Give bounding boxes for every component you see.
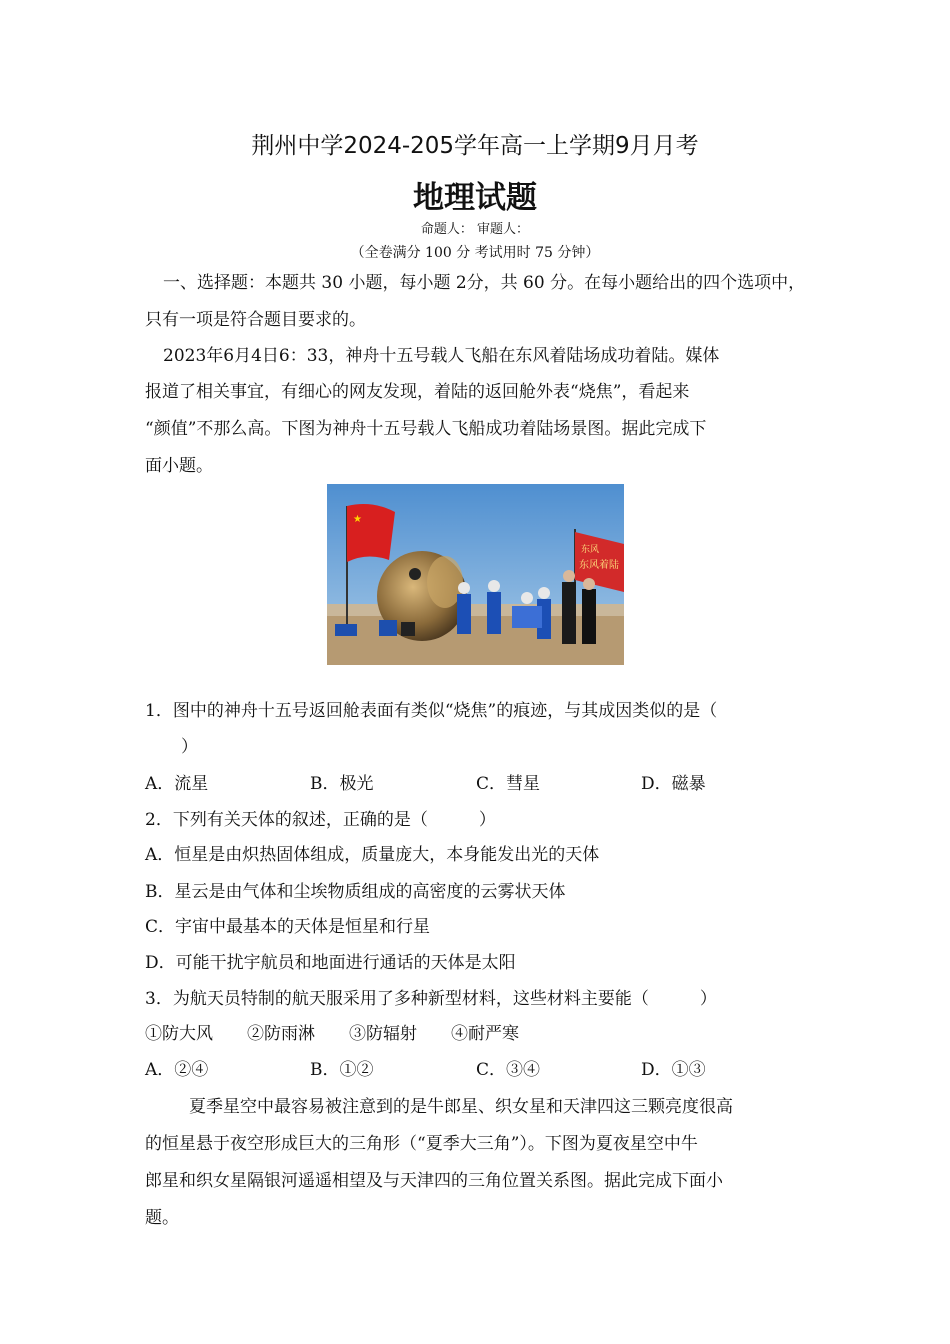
passage1-line2: 报道了相关事宜，有细心的网友发现，着陆的返回舱外表“烧焦”，看起来: [145, 382, 690, 402]
passage1-line4: 面小题。: [145, 456, 213, 476]
passage1-line1: 2023年6月4日6：33，神舟十五号载人飞船在东风着陆场成功着陆。媒体: [163, 346, 720, 366]
question-2-option-a: A．恒星是由炽热固体组成，质量庞大，本身能发出光的天体: [145, 845, 600, 865]
subject-title: 地理试题: [413, 180, 537, 216]
passage2-line2: 的恒星悬于夜空形成巨大的三角形（“夏季大三角”）。下图为夏夜星空中牛: [145, 1134, 698, 1154]
question-1-option-b: B．极光: [310, 774, 374, 794]
question-3-option-c: C．③④: [476, 1060, 541, 1080]
banner-text-bottom: 东风着陆: [579, 560, 619, 571]
exam-note: （全卷满分 100 分 考试用时 75 分钟）: [350, 245, 600, 261]
question-2-stem: 2．下列有关天体的叙述，正确的是（ ）: [145, 810, 496, 830]
banner-text-top: 东风: [581, 545, 600, 555]
section-instruction-line1: 一、选择题：本题共 30 小题，每小题 2分，共 60 分。在每小题给出的四个选项中，: [163, 273, 806, 293]
question-1-option-d: D．磁暴: [641, 774, 706, 794]
passage2-line3: 郎星和织女星隔银河遥遥相望及与天津四的三角位置关系图。据此完成下面小: [145, 1171, 723, 1191]
exam-title: 荆州中学2024-205学年高一上学期9月月考: [251, 133, 699, 159]
question-3-option-d: D．①③: [641, 1060, 706, 1080]
question-2-option-b: B．星云是由气体和尘埃物质组成的高密度的云雾状天体: [145, 882, 566, 902]
passage2-line1: 夏季星空中最容易被注意到的是牛郎星、织女星和天津四这三颗亮度很高: [189, 1097, 733, 1117]
landing-scene-illustration: [327, 484, 624, 665]
question-2-option-c: C．宇宙中最基本的天体是恒星和行星: [145, 917, 431, 937]
passage2-line4: 题。: [145, 1208, 179, 1228]
question-3-stem: 3．为航天员特制的航天服采用了多种新型材料，这些材料主要能（ ）: [145, 989, 717, 1009]
svg-text:★: ★: [353, 514, 362, 525]
question-3-option-b: B．①②: [310, 1060, 374, 1080]
question-1-option-c: C．彗星: [476, 774, 541, 794]
question-1-stem-line1: 1．图中的神舟十五号返回舱表面有类似“烧焦”的痕迹，与其成因类似的是（: [145, 701, 718, 721]
authors-line: 命题人： 审题人：: [420, 222, 530, 237]
landing-photo: [327, 484, 624, 665]
question-2-option-d: D．可能干扰宇航员和地面进行通话的天体是太阳: [145, 953, 516, 973]
question-3-items: ①防大风 ②防雨淋 ③防辐射 ④耐严寒: [145, 1024, 519, 1044]
section-instruction-line2: 只有一项是符合题目要求的。: [145, 310, 366, 330]
question-1-stem-line2: ）: [181, 737, 198, 757]
question-3-option-a: A．②④: [145, 1060, 209, 1080]
passage1-line3: “颜值”不那么高。下图为神舟十五号载人飞船成功着陆场景图。据此完成下: [145, 419, 707, 439]
question-1-option-a: A．流星: [145, 774, 209, 794]
